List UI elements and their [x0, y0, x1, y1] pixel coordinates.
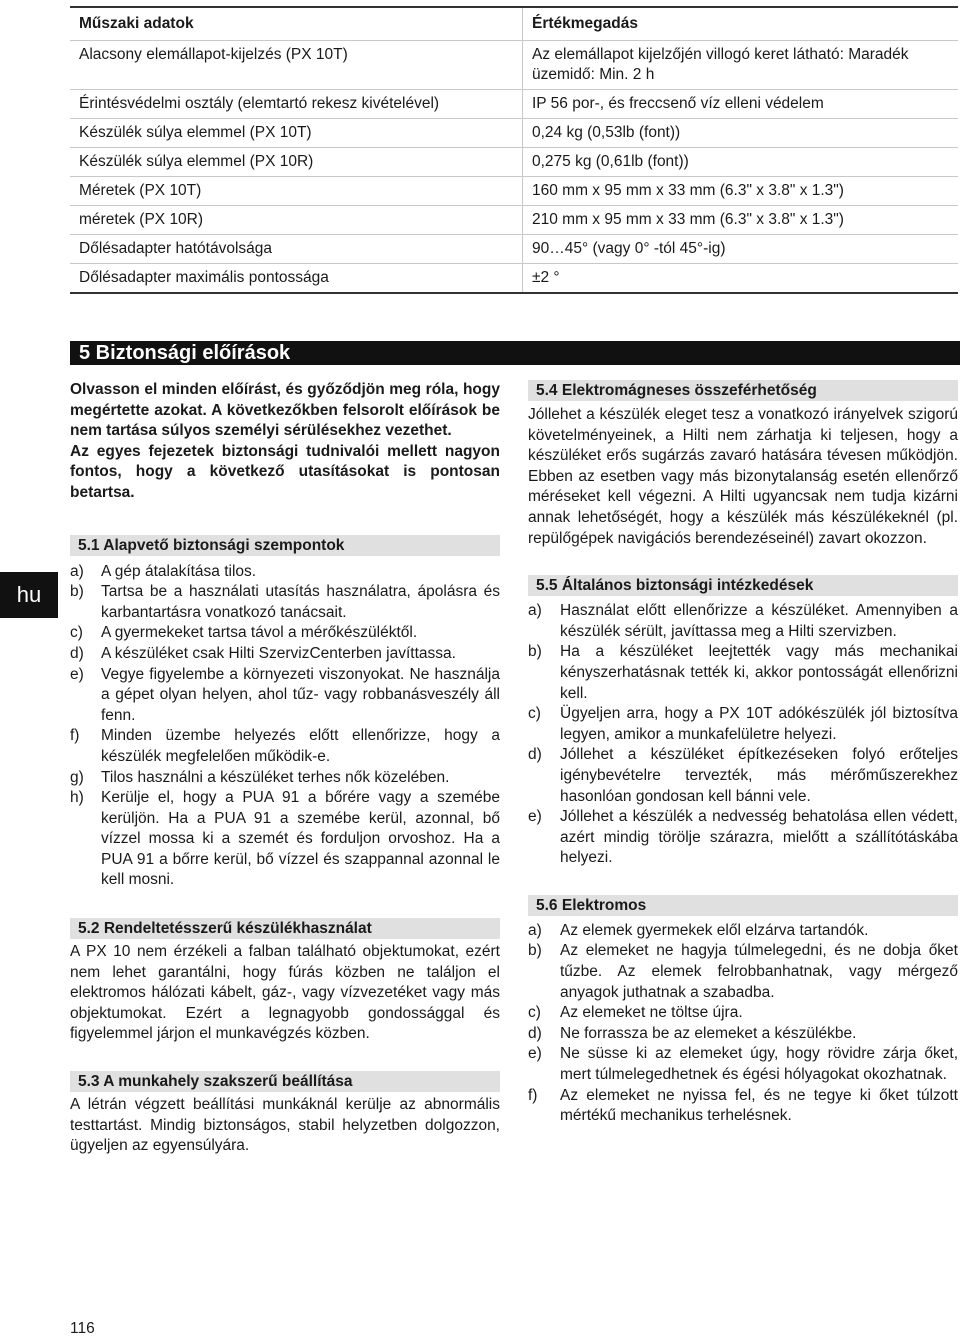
spec-label: Készülék súlya elemmel (PX 10T)	[70, 119, 523, 148]
subsection-title: 5.6 Elektromos	[528, 895, 958, 916]
list-item-text: Ne forrassza be az elemeket a készülékbe.	[560, 1024, 857, 1042]
list-item-label: c)	[528, 705, 541, 723]
table-row	[70, 90, 958, 119]
list-item	[70, 582, 500, 623]
list-item-label: a)	[70, 562, 84, 580]
spec-value: 160 mm x 95 mm x 33 mm (6.3" x 3.8" x 1.3")	[523, 177, 959, 206]
table-row	[70, 177, 958, 206]
list-item-text: Ha a készüléket leejtették vagy más mechanikai kényszerhatásnak tették ki, akkor pontosságát ellenőrizni kell.	[560, 643, 958, 702]
list-item-text: Ne süsse ki az elemeket úgy, hogy rövidre zárja őket, mert túlmelegedhetnek és égési hólyagokat okozhatnak.	[560, 1045, 958, 1084]
list-item	[70, 562, 500, 583]
table-row	[70, 119, 958, 148]
language-tab: hu	[0, 572, 58, 618]
list-item-label: h)	[70, 789, 84, 807]
list-item-label: d)	[70, 644, 84, 662]
list-item-label: e)	[528, 1045, 542, 1063]
list-item-text: Használat előtt ellenőrizze a készüléket. Amennyiben a készülék sérült, javíttassa meg a Hilti szervizben.	[560, 602, 958, 640]
list-item-label: g)	[70, 768, 84, 786]
list-item-label: d)	[528, 746, 542, 764]
subsection-title: 5.5 Általános biztonsági intézkedések	[528, 575, 958, 596]
list-item	[528, 601, 958, 642]
table-row	[70, 206, 958, 235]
body-paragraph: Jóllehet a készülék eleget tesz a vonatkozó irányelvek szigorú követelményeinek, a Hilti nem zárhatja ki teljesen, hogy a készüléket erős sugárzás zavaró hatására tévesen működjön. Ebben az esetben vagy más bizonytalanság esetén ellenőrző méréseket kell végezni. A Hilti ugyancsak nem tudja kizárni annak lehetőségét, hogy a készülék más készülékeknél (pl. repülőgépek navigációs berendezéseinél) zavart okozzon.	[528, 406, 958, 547]
spec-value: 0,24 kg (0,53lb (font))	[523, 119, 959, 148]
intro-paragraph: Az egyes fejezetek biztonsági tudnivalói mellett nagyon fontos, hogy a következő utasításokat is pontosan betartsa.	[70, 442, 500, 501]
list-item	[528, 941, 958, 1003]
safety-list	[528, 921, 958, 1127]
left-column	[70, 380, 500, 1157]
list-item-text: Jóllehet a készüléket építkezéseken folyó erőteljes igénybevételre tervezték, más mérőműszerekhez hasonlóan gondosan kell bánni vele.	[560, 746, 958, 805]
spec-label: Készülék súlya elemmel (PX 10R)	[70, 148, 523, 177]
body-paragraph: A PX 10 nem érzékeli a falban található objektumokat, ezért nem lehet garantálni, hogy fúrás közben ne találjon el elektromos hálózati kábelt, gáz-, vagy vízvezetéket vagy más objektumokat. Ezért a legnagyobb gondossággal és figyelemmel járjon el munkavégzés közben.	[70, 943, 500, 1043]
list-item-label: c)	[70, 624, 83, 642]
list-item	[70, 623, 500, 644]
spec-label: Dőlésadapter maximális pontossága	[70, 264, 523, 294]
list-item	[528, 807, 958, 869]
section-title: 5 Biztonsági előírások	[70, 341, 960, 365]
spec-label: Alacsony elemállapot-kijelzés (PX 10T)	[70, 41, 523, 90]
subsection-title: 5.1 Alapvető biztonsági szempontok	[70, 535, 500, 556]
subsection-title: 5.4 Elektromágneses összeférhetőség	[528, 380, 958, 401]
spec-table	[70, 6, 958, 294]
spec-value: 210 mm x 95 mm x 33 mm (6.3" x 3.8" x 1.3")	[523, 206, 959, 235]
spec-label: Érintésvédelmi osztály (elemtartó rekesz kivételével)	[70, 90, 523, 119]
list-item-text: Az elemek gyermekek elől elzárva tartandók.	[560, 921, 869, 939]
list-item-text: Tilos használni a készüléket terhes nők közelében.	[101, 768, 450, 786]
table-row	[70, 264, 958, 294]
spec-header-left: Műszaki adatok	[70, 7, 523, 41]
spec-value: 90…45° (vagy 0° -tól 45°-ig)	[523, 235, 959, 264]
intro-warning	[70, 380, 500, 504]
list-item-text: Az elemeket ne nyissa fel, és ne tegye ki őket túlzott mértékű mechanikus terhelésnek.	[560, 1086, 958, 1125]
spec-label: Méretek (PX 10T)	[70, 177, 523, 206]
list-item	[528, 1024, 958, 1045]
list-item-label: b)	[528, 643, 542, 661]
list-item-text: Az elemeket ne töltse újra.	[560, 1004, 743, 1022]
list-item-text: A készüléket csak Hilti SzervizCenterben javíttassa.	[101, 644, 456, 662]
safety-list	[70, 562, 500, 892]
list-item-text: Ügyeljen arra, hogy a PX 10T adókészülék jól biztosítva legyen, amikor a munkafelületre helyezi.	[560, 705, 958, 743]
spec-value: 0,275 kg (0,61lb (font))	[523, 148, 959, 177]
spec-table-header	[70, 7, 958, 41]
list-item-label: e)	[70, 665, 84, 683]
table-row	[70, 148, 958, 177]
spec-value: Az elemállapot kijelzőjén villogó keret látható: Maradék üzemidő: Min. 2 h	[523, 41, 959, 90]
list-item	[528, 642, 958, 704]
list-item-text: A gép átalakítása tilos.	[101, 562, 257, 580]
subsection-title: 5.3 A munkahely szakszerű beállítása	[70, 1071, 500, 1092]
list-item	[528, 1003, 958, 1024]
table-row	[70, 41, 958, 90]
list-item-label: a)	[528, 602, 542, 620]
list-item	[70, 788, 500, 891]
spec-value: IP 56 por-, és freccsenő víz elleni védelem	[523, 90, 959, 119]
list-item	[528, 1044, 958, 1085]
right-column	[528, 380, 958, 1127]
list-item-label: a)	[528, 921, 542, 939]
list-item-text: A gyermekeket tartsa távol a mérőkészüléktől.	[101, 624, 418, 642]
list-item	[528, 1086, 958, 1127]
list-item-label: f)	[70, 727, 80, 745]
list-item	[528, 921, 958, 942]
spec-value: ±2 °	[523, 264, 959, 294]
list-item-text: Tartsa be a használati utasítás használatra, ápolásra és karbantartásra vonatkozó tanácsait.	[101, 583, 500, 621]
list-item-label: b)	[70, 583, 84, 601]
spec-label: méretek (PX 10R)	[70, 206, 523, 235]
list-item-label: d)	[528, 1024, 542, 1042]
list-item-text: Az elemeket ne hagyja túlmelegedni, és ne dobja őket tűzbe. Az elemek felrobbanhatnak, vagy mérgező anyagok juthatnak a szabadba.	[560, 942, 958, 1001]
list-item	[528, 745, 958, 807]
list-item-text: Minden üzembe helyezés előtt ellenőrizze, hogy a készülék megfelelően működik-e.	[101, 727, 500, 765]
list-item-label: c)	[528, 1004, 541, 1022]
list-item	[70, 726, 500, 767]
list-item	[70, 644, 500, 665]
body-paragraph: A létrán végzett beállítási munkáknál kerülje az abnormális testtartást. Mindig biztonságos, stabil helyzetben dolgozzon, ügyeljen az egyensúlyára.	[70, 1096, 500, 1155]
list-item-label: e)	[528, 808, 542, 826]
list-item-text: Vegye figyelembe a környezeti viszonyokat. Ne használja a gépet olyan helyen, ahol tűz- vagy robbanásveszély áll fenn.	[101, 665, 500, 724]
spec-header-right: Értékmegadás	[523, 7, 959, 41]
table-row	[70, 235, 958, 264]
safety-list	[528, 601, 958, 869]
list-item-label: b)	[528, 942, 542, 960]
spec-label: Dőlésadapter hatótávolsága	[70, 235, 523, 264]
list-item	[528, 704, 958, 745]
list-item-label: f)	[528, 1086, 538, 1104]
list-item	[70, 665, 500, 727]
intro-paragraph: Olvasson el minden előírást, és győződjön meg róla, hogy megértette azokat. A következőkben felsorolt előírások be nem tartása súlyos személyi sérülésekhez vezethet.	[70, 381, 500, 440]
list-item-text: Jóllehet a készülék a nedvesség behatolása ellen védett, azért mindig törölje szárazra, mielőtt a szállítótáskába helyezi.	[560, 808, 958, 867]
list-item-text: Kerülje el, hogy a PUA 91 a bőrére vagy a szemébe kerüljön. Ha a PUA 91 a szemébe kerül, azonnal, bő vízzel mossa ki a szemét és forduljon orvoshoz. Ha a PUA 91 a bőrre kerül, bő vízzel és szappannal azonnal le kell mosni.	[101, 789, 500, 889]
page-number: 116	[70, 1320, 95, 1337]
list-item	[70, 768, 500, 789]
subsection-title: 5.2 Rendeltetésszerű készülékhasználat	[70, 918, 500, 939]
